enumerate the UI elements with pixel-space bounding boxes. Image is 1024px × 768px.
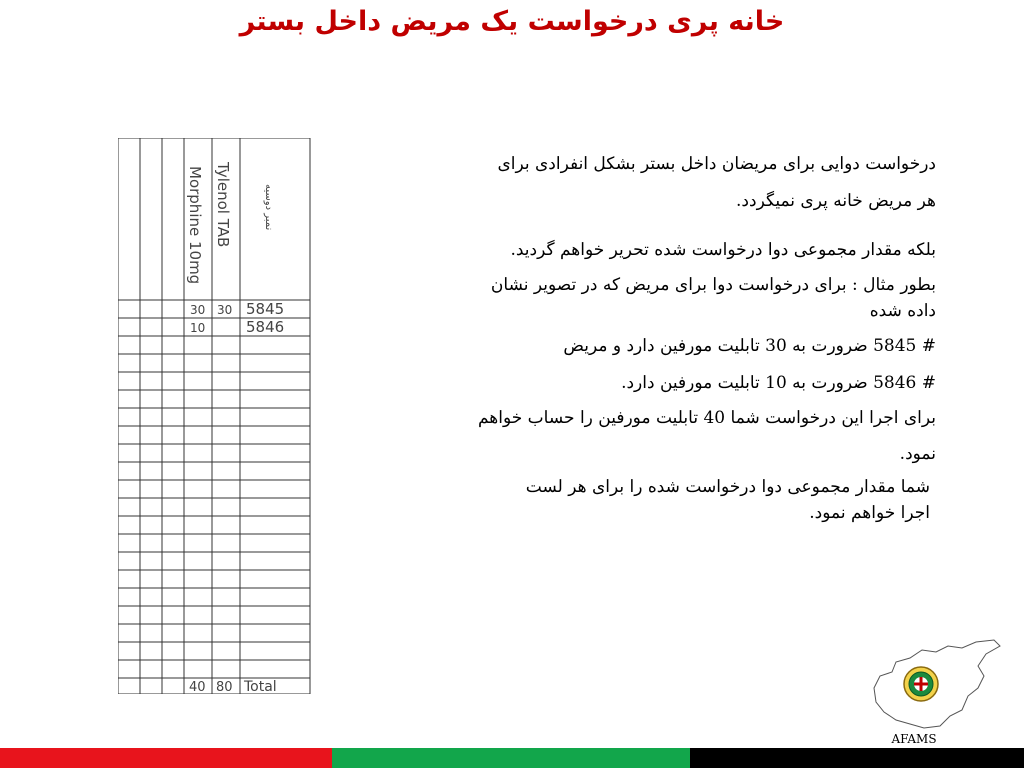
paragraph-5: # 5846 ضرورت به 10 تابلیت مورفین دارد. xyxy=(621,373,936,393)
ledger-header-col1: Morphine 10mg xyxy=(186,166,204,285)
ledger-row1-col2: 30 xyxy=(217,303,233,317)
slide-title: خانه پری درخواست یک مریض داخل بستر xyxy=(239,6,785,37)
ledger-total-col2: 80 xyxy=(216,680,233,694)
ledger-row1-col1: 30 xyxy=(190,303,206,317)
ledger-row2-col3: 5846 xyxy=(246,318,285,336)
ledger-total-col1: 40 xyxy=(189,680,206,694)
ledger-header-col2: Tylenol TAB xyxy=(214,162,232,248)
body-text xyxy=(478,146,936,526)
spacer xyxy=(478,220,936,232)
ledger-row2-col1: 10 xyxy=(190,321,206,335)
footer-bar-red xyxy=(0,748,332,768)
footer-bar-green xyxy=(332,748,690,768)
afghanistan-map-emblem-icon xyxy=(866,636,1006,736)
paragraph-6: برای اجرا این درخواست شما 40 تابلیت مورفین را حساب خواهم نمود. xyxy=(477,408,936,464)
logo-label: AFAMS xyxy=(891,732,937,746)
ledger-grid xyxy=(118,138,312,694)
ledger-row1-col3: 5845 xyxy=(246,300,285,318)
footer-bar-black xyxy=(690,748,1024,768)
paragraph-3: بطور مثال : برای درخواست دوا برای مریض که در تصویر نشان داده شده xyxy=(490,275,936,321)
paragraph-4: # 5845 ضرورت به 30 تابلیت مورفین دارد و مریض xyxy=(563,336,936,356)
paragraph-2: بلکه مقدار مجموعی دوا درخواست شده تحریر خواهم گردید. xyxy=(510,240,936,260)
paragraph-7: شما مقدار مجموعی دوا درخواست شده را برای هر لست اجرا خواهم نمود. xyxy=(525,477,930,523)
ledger-total-col3: Total xyxy=(244,679,277,694)
ledger-image xyxy=(118,138,312,694)
paragraph-1: درخواست دوایی برای مریضان داخل بستر بشکل انفرادی برای هر مریض خانه پری نمیگردد. xyxy=(497,154,936,211)
ledger-header-col3: نمبر دوسیه xyxy=(263,184,274,231)
